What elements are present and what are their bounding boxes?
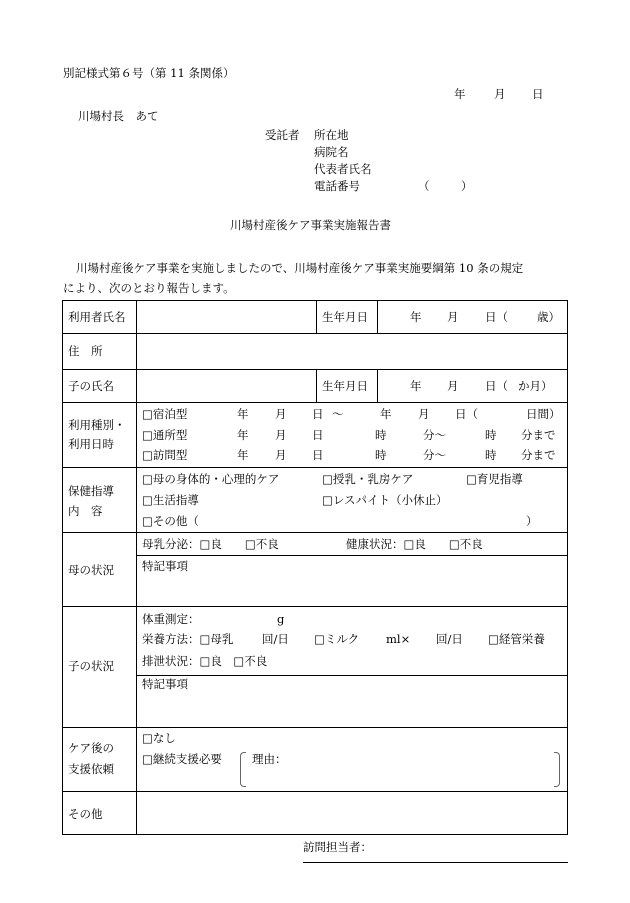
user-age: 歳） — [537, 310, 560, 324]
visitor-signature-line — [303, 862, 568, 863]
weight-label: 体重測定： — [142, 612, 200, 626]
date-year-label: 年 — [454, 87, 466, 101]
row-divider — [62, 606, 568, 607]
aftercare-label-1: ケア後の — [68, 741, 114, 755]
stay-month-end: 月 — [418, 407, 430, 421]
day-visit-type-checkbox[interactable]: □通所型 — [142, 428, 188, 442]
form-number: 別記様式第６号（第 11 条関係） — [63, 66, 235, 80]
address-label: 住 所 — [68, 344, 103, 358]
phone-paren-open: （ — [418, 179, 430, 193]
tube-feeding-checkbox[interactable]: □経管栄養 — [488, 632, 545, 646]
home-visit-min: 分～ — [423, 448, 446, 462]
row-divider — [62, 402, 568, 403]
addressee: 川場村長 あて — [78, 109, 159, 123]
visitor-label: 訪問担当者： — [303, 840, 372, 854]
stay-type-checkbox[interactable]: □宿泊型 — [142, 407, 188, 421]
mother-care-checkbox[interactable]: □母の身体的・心理的ケア — [142, 472, 280, 486]
mother-notes-label: 特記事項 — [142, 559, 188, 573]
row-divider — [62, 532, 568, 533]
stay-month: 月 — [275, 407, 287, 421]
other-label: その他 — [68, 807, 103, 821]
hospital-label: 病院名 — [314, 145, 349, 159]
stay-days-count: 日間） — [526, 407, 561, 421]
row-divider — [62, 791, 568, 792]
day-visit-hour-end: 時 — [485, 428, 497, 442]
user-birth-year: 年 — [410, 310, 422, 324]
user-birth-month: 月 — [447, 310, 459, 324]
page-title: 川場村産後ケア事業実施報告書 — [230, 218, 391, 232]
child-birth-year: 年 — [410, 379, 422, 393]
breast-milk-per-day: 回/日 — [262, 632, 289, 646]
user-name-label: 利用者氏名 — [68, 310, 126, 324]
home-visit-hour: 時 — [375, 448, 387, 462]
reason-bracket-right — [554, 752, 560, 787]
breastfeeding-checkbox[interactable]: □授乳・乳房ケア — [322, 472, 414, 486]
intro-line-2: により、次のとおり報告します。 — [63, 281, 235, 295]
lactation-checkboxes[interactable]: 母乳分泌：□良 □不良 — [142, 537, 279, 551]
row-divider — [62, 467, 568, 468]
phone-label: 電話番号 — [314, 179, 360, 193]
home-visit-day: 日 — [312, 448, 324, 462]
consignee-label: 受託者 — [265, 128, 300, 142]
guidance-label-1: 保健指導 — [68, 484, 114, 498]
child-age-months: か月） — [518, 379, 553, 393]
child-birth-month: 月 — [447, 379, 459, 393]
user-birthdate-label: 生年月日 — [322, 310, 368, 324]
home-visit-year: 年 — [237, 448, 249, 462]
stay-year: 年 — [237, 407, 249, 421]
excretion-checkboxes[interactable]: 排泄状況：□良 □不良 — [142, 654, 268, 668]
child-birth-day: 日（ — [485, 379, 508, 393]
row-divider — [62, 333, 568, 334]
guidance-other-checkbox[interactable]: □その他（ — [142, 514, 199, 528]
representative-label: 代表者氏名 — [314, 162, 372, 176]
day-visit-month: 月 — [275, 428, 287, 442]
formula-checkbox[interactable]: □ミルク — [314, 632, 360, 646]
guidance-other-close: ） — [526, 514, 538, 528]
col-divider — [316, 300, 317, 333]
day-visit-min: 分～ — [423, 428, 446, 442]
aftercare-continue-checkbox[interactable]: □継続支援必要 — [142, 752, 222, 766]
row-divider — [62, 727, 568, 728]
formula-ml: ml× — [386, 632, 411, 646]
life-guidance-checkbox[interactable]: □生活指導 — [142, 493, 199, 507]
home-visit-month: 月 — [275, 448, 287, 462]
usage-label-2: 利用日時 — [68, 437, 114, 451]
col-divider — [316, 369, 317, 402]
aftercare-none-checkbox[interactable]: □なし — [142, 731, 176, 745]
day-visit-year: 年 — [237, 428, 249, 442]
label-column-divider — [136, 300, 137, 835]
home-visit-until: 分まで — [521, 448, 556, 462]
intro-line-1: 川場村産後ケア事業を実施しましたので、川場村産後ケア事業実施要綱第 10 条の規定 — [76, 261, 524, 275]
weight-unit: g — [277, 612, 285, 626]
stay-year-end: 年 — [380, 407, 392, 421]
health-checkboxes[interactable]: 健康状況：□良 □不良 — [346, 537, 483, 551]
usage-label-1: 利用種別・ — [68, 418, 126, 432]
reason-label: 理由： — [252, 752, 287, 766]
child-birthdate-label: 生年月日 — [322, 379, 368, 393]
day-visit-day: 日 — [312, 428, 324, 442]
reason-bracket-left — [240, 752, 246, 787]
stay-day: 日 — [312, 407, 324, 421]
child-notes-label: 特記事項 — [142, 677, 188, 691]
sub-row-divider — [136, 675, 568, 676]
formula-per-day: 回/日 — [436, 632, 463, 646]
date-day-label: 日 — [532, 87, 544, 101]
day-visit-hour: 時 — [375, 428, 387, 442]
sub-row-divider — [136, 555, 568, 556]
aftercare-label-2: 支援依頼 — [68, 762, 114, 776]
day-visit-until: 分まで — [521, 428, 556, 442]
col-divider — [377, 369, 378, 402]
col-divider — [377, 300, 378, 333]
stay-range-sep: ～ — [332, 407, 344, 421]
mother-status-label: 母の状況 — [68, 563, 114, 577]
respite-checkbox[interactable]: □レスパイト（小休止） — [322, 493, 448, 507]
location-label: 所在地 — [314, 128, 349, 142]
row-divider — [62, 369, 568, 370]
date-month-label: 月 — [494, 87, 506, 101]
child-status-label: 子の状況 — [68, 659, 114, 673]
breast-milk-checkbox[interactable]: 栄養方法：□母乳 — [142, 632, 234, 646]
stay-day-end: 日（ — [455, 407, 478, 421]
user-birth-day: 日（ — [485, 310, 508, 324]
home-visit-type-checkbox[interactable]: □訪問型 — [142, 448, 188, 462]
guidance-label-2: 内 容 — [68, 504, 103, 518]
child-name-label: 子の氏名 — [68, 379, 114, 393]
childcare-checkbox[interactable]: □育児指導 — [466, 472, 523, 486]
phone-paren-close: ） — [461, 179, 473, 193]
home-visit-hour-end: 時 — [485, 448, 497, 462]
